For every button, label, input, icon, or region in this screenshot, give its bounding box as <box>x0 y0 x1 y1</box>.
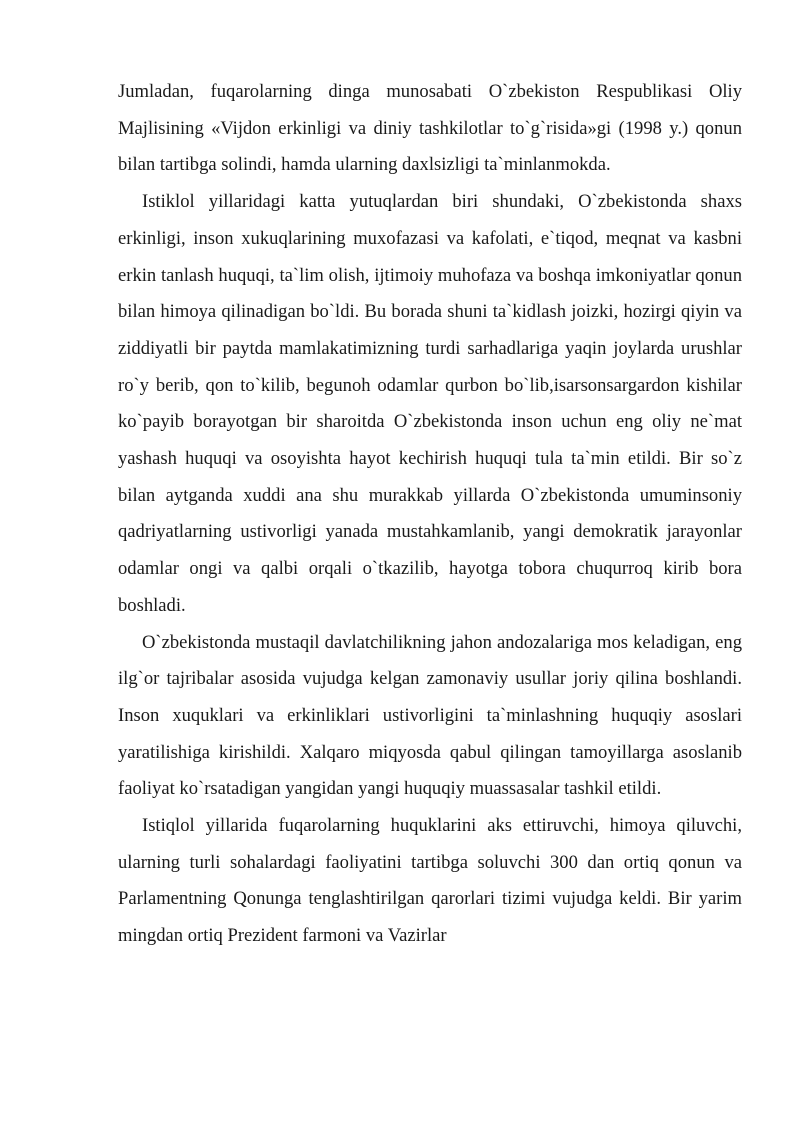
document-page <box>118 74 742 955</box>
paragraph-laws-system: Istiqlol yillarida fuqarolarning huquklarini aks ettiruvchi, himoya qiluvchi, ularning turli sohalardagi faoliyatini tartibga soluvchi 300 dan ortiq qonun va Parlamentning Qonunga tenglashtirilgan qarorlari tizimi vujudga keldi. Bir yarim mingdan ortiq Prezident farmoni va Vazirlar <box>118 815 742 947</box>
paragraph-freedom-of-conscience-law: Jumladan, fuqarolarning dinga munosabati O`zbekiston Respublikasi Oliy Majlisining «Vijdon erkinligi va diniy tashkilotlar to`g`risida»gi (1998 y.) qonun bilan tartibga solindi, hamda ularning daxlsizligi ta`minlanmokda. <box>118 81 742 176</box>
paragraph-independence-achievements: Istiklol yillaridagi katta yutuqlardan biri shundaki, O`zbekistonda shaxs erkinligi, inson xukuqlarining muxofazasi va kafolati, e`tiqod, meqnat va kasbni erkin tanlash huquqi, ta`lim olish, ijtimoiy muhofaza va boshqa imkoniyatlar qonun bilan himoya qilinadigan bo`ldi. Bu borada shuni ta`kidlash joizki, hozirgi qiyin va ziddiyatli bir paytda mamlakatimizning turdi sarhadlariga yaqin joylarda urushlar ro`y berib, qon to`kilib, begunoh odamlar qurbon bo`lib,isarsonsargardon kishilar ko`payib borayotgan bir sharoitda O`zbekistonda inson uchun eng oliy ne`mat yashash huquqi va osoyishta hayot kechirish huquqi tula ta`min etildi. Bir so`z bilan aytganda xuddi ana shu murakkab yillarda O`zbekistonda umuminsoniy qadriyatlarning ustivorligi yanada mustahkamlanib, yangi demokratik jarayonlar odamlar ongi va qalbi orqali o`tkazilib, hayotga tobora chuqurroq kirib bora boshladi. <box>118 191 742 616</box>
paragraph-statehood-methods: O`zbekistonda mustaqil davlatchilikning jahon andozalariga mos keladigan, eng ilg`or tajribalar asosida vujudga kelgan zamonaviy usullar joriy qilina boshlandi. Inson xuquklari va erkinliklari ustivorligini ta`minlashning huquqiy asoslari yaratilishiga kirishildi. Xalqaro miqyosda qabul qilingan tamoyillarga asoslanib faoliyat ko`rsatadigan yangidan yangi huquqiy muassasalar tashkil etildi. <box>118 631 742 800</box>
